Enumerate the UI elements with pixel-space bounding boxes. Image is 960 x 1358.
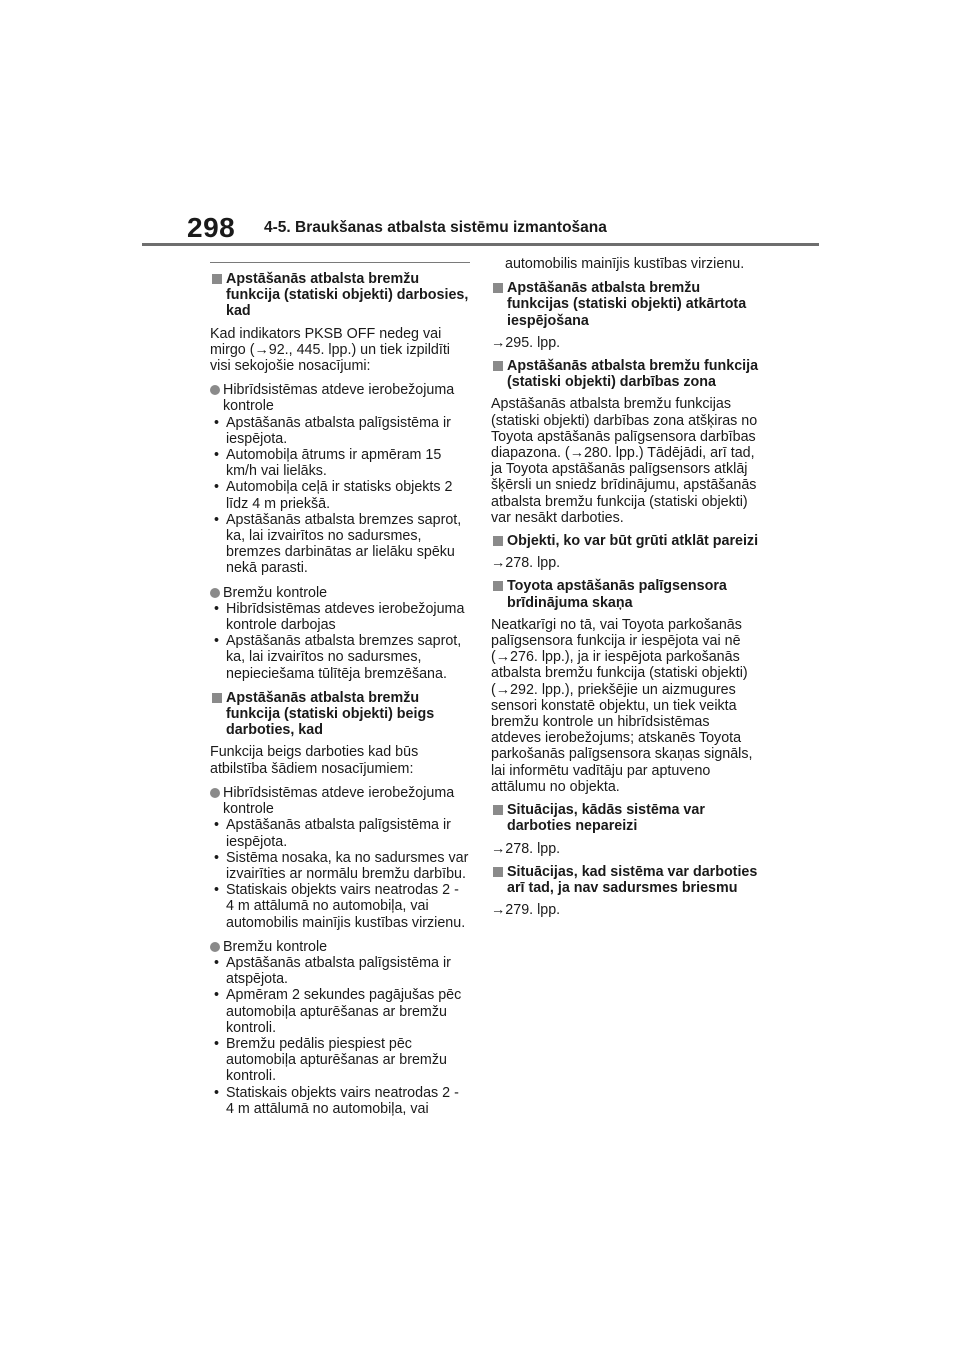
heading-text: Situācijas, kādās sistēma var darboties nepareizi	[507, 802, 705, 835]
heading-text: Apstāšanās atbalsta bremžu funkcijas (statiski objekti) atkārtota iespējošana	[507, 280, 747, 329]
condition-group	[210, 939, 470, 1117]
paragraph: Kad indikators PKSB OFF nedeg vai mirgo (→92., 445. lpp.) un tiek izpildīti visi sekojošie nosacījumi:	[210, 325, 450, 375]
section-title: 4-5. Braukšanas atbalsta sistēmu izmantošana	[264, 219, 607, 236]
square-bullet-icon	[493, 361, 503, 371]
paragraph: Funkcija beigs darboties kad būs atbilstība šādiem nosacījumiem:	[210, 744, 419, 777]
page-reference: →278. lpp.	[491, 555, 561, 572]
square-bullet-icon	[493, 581, 503, 591]
page-reference: →295. lpp.	[491, 334, 561, 351]
square-bullet-icon	[493, 867, 503, 877]
list-item: • Apstāšanās atbalsta palīgsistēma ir atspējota.	[210, 955, 470, 987]
subheading-text: Hibrīdsistēmas atdeve ierobežojuma kontrole	[223, 382, 455, 415]
subheading-text: Bremžu kontrole	[223, 938, 328, 955]
condition-group	[210, 785, 470, 931]
heading	[491, 802, 761, 834]
list-item: • Hibrīdsistēmas atdeves ierobežojuma kontrole darbojas	[210, 601, 470, 633]
circle-bullet-icon	[210, 942, 220, 952]
heading	[491, 280, 761, 329]
heading-text: Apstāšanās atbalsta bremžu funkcija (statiski objekti) darbības zona	[507, 358, 759, 391]
heading-text: Objekti, ko var būt grūti atklāt pareizi	[507, 533, 759, 550]
paragraph: Apstāšanās atbalsta bremžu funkcijas (statiski objekti) darbības zona atšķiras no Toyota apstāšanās palīgsensora darbības diapazona. (→280. lpp.) Tādējādi, arī tad, ja Toyota apstāšanās palīgsensors atklāj šķērsli un sniedz brīdinājumu, apstāšanās atbalsta bremžu funkcija (statiski objekti) var nesākt darboties.	[491, 396, 758, 526]
list-item: • Apstāšanās atbalsta palīgsistēma ir iespējota.	[210, 817, 470, 849]
heading	[210, 271, 470, 320]
circle-bullet-icon	[210, 588, 220, 598]
list-item: • Statiskais objekts vairs neatrodas 2 - 4 m attālumā no automobiļa, vai automobilis mainījis kustības virzienu.	[210, 882, 470, 931]
list-item: • Statiskais objekts vairs neatrodas 2 - 4 m attālumā no automobiļa, vai	[210, 1085, 470, 1117]
right-column	[491, 256, 761, 925]
paragraph: Neatkarīgi no tā, vai Toyota parkošanās palīgsensora funkcija ir iespējota vai nē (→276. lpp.), ja ir iespējota parkošanās atbalsta bremžu funkcija (statiski objekti) (→292. lpp.), priekšējie un aizmugures sensori konstatē objektu, un tiek veikta bremžu kontrole un hibrīdsistēmas atdeves ierobežojums; atskanēs Toyota parkošanās palīgsensora skaņas signāls, lai informētu vadītāju par aptuveno attālumu no objekta.	[491, 616, 753, 795]
square-bullet-icon	[212, 693, 222, 703]
continued-text: automobilis mainījis kustības virzienu.	[505, 256, 745, 272]
header-divider	[142, 243, 819, 246]
subheading	[210, 785, 470, 817]
list-item: • Apstāšanās atbalsta palīgsistēma ir iespējota.	[210, 415, 470, 447]
heading-text: Apstāšanās atbalsta bremžu funkcija (statiski objekti) beigs darboties, kad	[226, 689, 435, 739]
heading	[210, 690, 470, 739]
subheading	[210, 939, 470, 955]
heading	[491, 578, 761, 610]
list-item: • Apstāšanās atbalsta bremzes saprot, ka, lai izvairītos no sadursmes, bremzes darbinātas ar lielāku spēku nekā parasti.	[210, 512, 470, 577]
circle-bullet-icon	[210, 385, 220, 395]
heading-text: Toyota apstāšanās palīgsensora brīdinājuma skaņa	[507, 578, 727, 611]
heading-text: Apstāšanās atbalsta bremžu funkcija (statiski objekti) darbosies, kad	[226, 271, 469, 320]
list-item: • Automobiļa ceļā ir statisks objekts 2 līdz 4 m priekšā.	[210, 479, 470, 511]
square-bullet-icon	[493, 805, 503, 815]
subheading	[210, 585, 470, 601]
subheading-text: Hibrīdsistēmas atdeve ierobežojuma kontrole	[223, 784, 455, 818]
condition-group	[210, 382, 470, 576]
left-column	[210, 256, 470, 1125]
condition-group	[210, 585, 470, 682]
heading-text: Situācijas, kad sistēma var darboties arī tad, ja nav sadursmes briesmu	[507, 863, 758, 896]
page-reference: →279. lpp.	[491, 902, 561, 919]
square-bullet-icon	[493, 536, 503, 546]
list-item: • Automobiļa ātrums ir apmēram 15 km/h vai lielāks.	[210, 447, 470, 479]
list-item: • Apmēram 2 sekundes pagājušas pēc automobiļa apturēšanas ar bremžu kontroli.	[210, 987, 470, 1036]
list-item: • Apstāšanās atbalsta bremzes saprot, ka, lai izvairītos no sadursmes, nepieciešama tūlītēja bremzēšana.	[210, 633, 470, 682]
page-number: 298	[187, 212, 236, 243]
list-item: • Bremžu pedālis piespiest pēc automobiļa apturēšanas ar bremžu kontroli.	[210, 1036, 470, 1085]
subheading-text: Bremžu kontrole	[223, 584, 328, 601]
heading	[491, 358, 761, 390]
circle-bullet-icon	[210, 788, 220, 798]
column-top-divider	[210, 262, 470, 263]
subheading	[210, 382, 470, 414]
heading	[491, 864, 761, 896]
list-item: • Sistēma nosaka, ka no sadursmes var izvairīties ar normālu bremžu darbību.	[210, 850, 470, 882]
square-bullet-icon	[493, 283, 503, 293]
heading	[491, 533, 761, 549]
page-reference: →278. lpp.	[491, 840, 561, 857]
square-bullet-icon	[212, 274, 222, 284]
